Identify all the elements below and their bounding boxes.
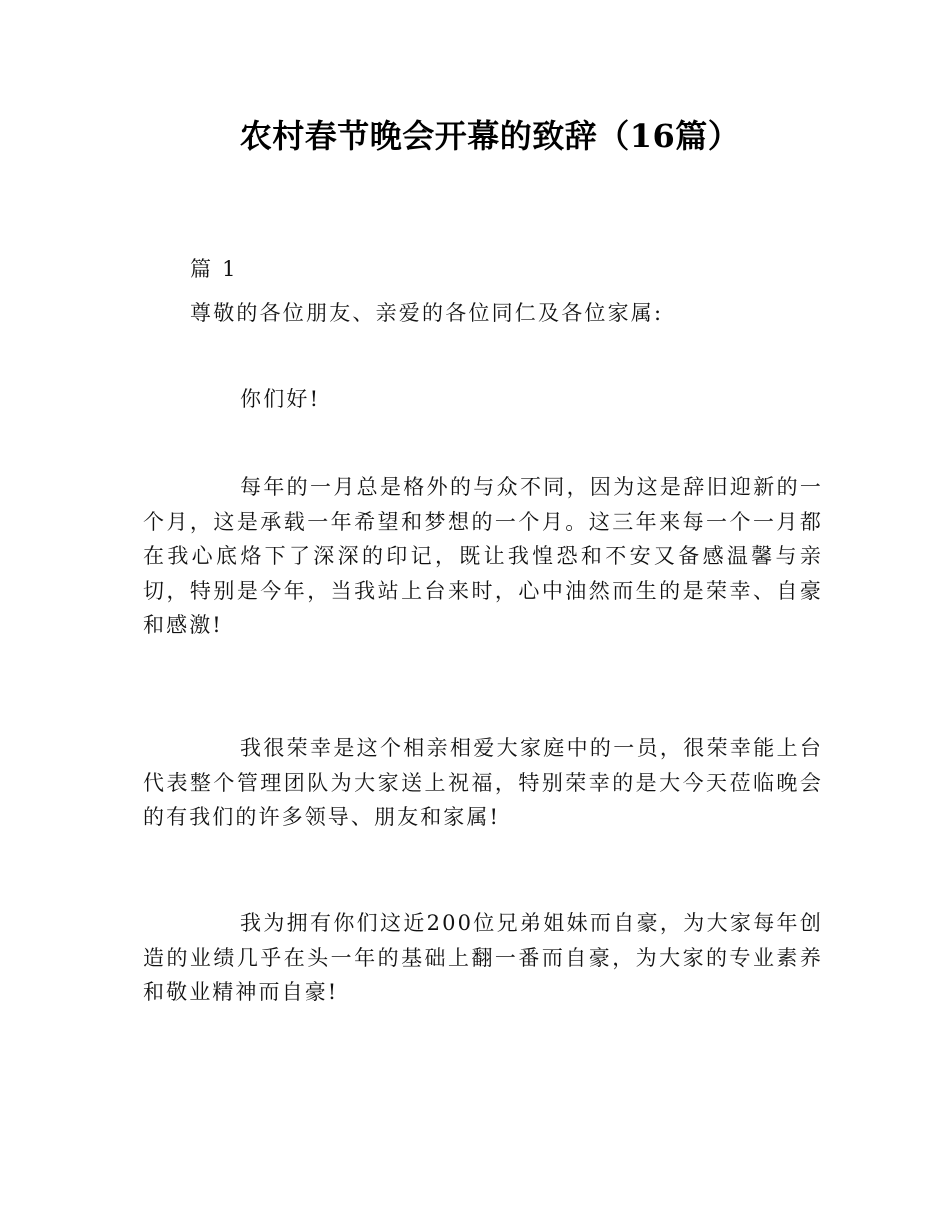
greeting-line: 你们好! [240,387,321,411]
document-title: 农村春节晚会开幕的致辞（16篇） [239,117,741,155]
body-paragraph: 我很荣幸是这个相亲相爱大家庭中的一员，很荣幸能上台代表整个管理团队为大家送上祝福，特别荣幸的是大今天莅临晚会的有我们的许多领导、朋友和家属! [143,736,823,829]
body-paragraph: 我为拥有你们这近200位兄弟姐妹而自豪，为大家每年创造的业绩几乎在头一年的基础上翻一番而自豪，为大家的专业素养和敬业精神而自豪! [143,911,823,1004]
salutation-line: 尊敬的各位朋友、亲爱的各位同仁及各位家属: [190,301,664,325]
section-heading: 篇 1 [190,257,238,281]
body-paragraph: 每年的一月总是格外的与众不同，因为这是辞旧迎新的一个月，这是承载一年希望和梦想的一个月。这三年来每一个一月都在我心底烙下了深深的印记，既让我惶恐和不安又备感温馨与亲切，特别是今年，当我站上台来时，心中油然而生的是荣幸、自豪和感激! [143,475,823,637]
